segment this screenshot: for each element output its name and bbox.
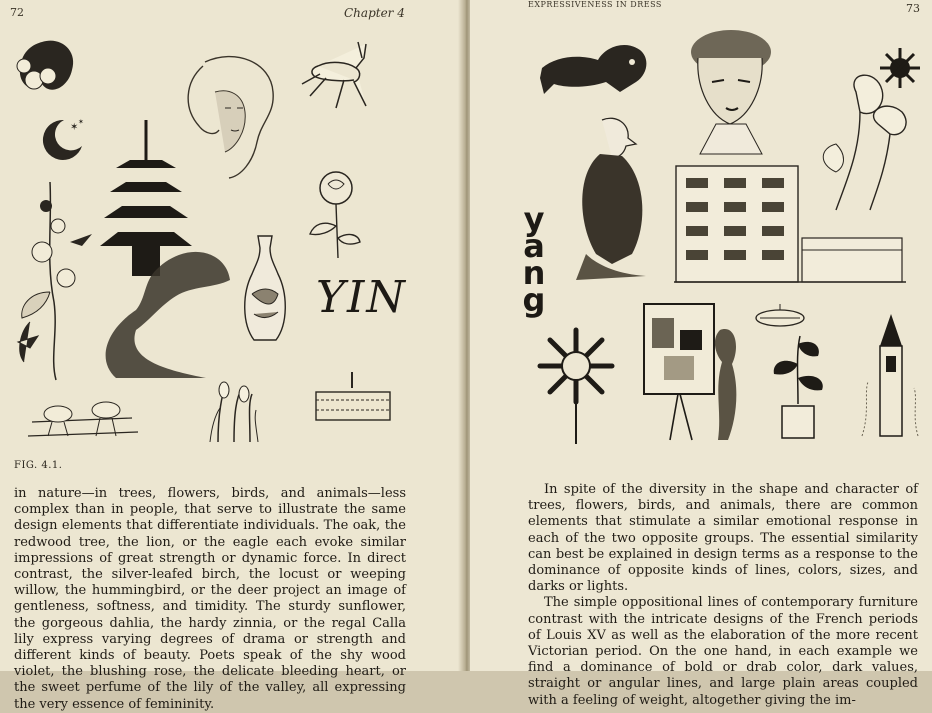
yang-letter: a xyxy=(523,227,545,265)
chapter-title: Chapter 4 xyxy=(344,6,405,20)
eagle-illustration xyxy=(566,114,656,284)
running-head: EXPRESSIVENESS IN DRESS xyxy=(528,0,662,9)
right-paragraph: In spite of the diversity in the shape and character of trees, flowers, birds, and animals, there are common elements that stimulate a similar emotional response in each of the two opposite groups. The essential similarity can best be explained in design terms as a response to the dominance of opposite kinds of lines, colors, sizes, and darks or lights. xyxy=(528,482,918,595)
yang-letter: n xyxy=(522,254,546,292)
lamp-illustration xyxy=(754,304,806,334)
left-paragraph: in nature—in trees, flowers, birds, and animals—less complex than in people, that serve to illustrate the same design elements that differentiate individuals. The oak, the redwood tree, the lion, or the eagle each evoke similar impressions of great strength or dynamic force. In direct contrast, the silver-leafed birch, the locust or weeping willow, the hummingbird, or the deer project an image of gentleness, softness, and timidity. The sturdy sunflower, the gorgeous dahlia, the hardy zinnia, or the regal Calla lily express varying degrees of drama or strength and different kinds of beauty. Poets speak of the shy wood violet, the blushing rose, the delicate bleeding heart, or the sweet perfume of the lily of the valley, all expressing the very essence of femininity. xyxy=(14,486,406,712)
left-page-number: 72 xyxy=(10,6,24,19)
vase-illustration xyxy=(240,234,290,348)
yang-letter: g xyxy=(522,281,546,319)
lion-illustration xyxy=(536,38,656,100)
cake-illustration xyxy=(312,370,394,426)
rose-illustration xyxy=(306,168,362,260)
deer-illustration xyxy=(296,36,378,114)
potted-plant-illustration xyxy=(768,334,830,440)
pagoda-tree-illustration xyxy=(96,120,232,382)
right-paragraph: The simple oppositional lines of contemporary furniture contrast with the intricate designs of the French periods of Louis XV as well as the elaboration of the more recent Victorian period. On the one hand, in each example we find a dominance of bold or drab color, dark values, straight or angular lines, and large plain areas coupled with a feeling of weight, altogether giving the im- xyxy=(528,595,918,708)
right-body-text xyxy=(528,482,918,709)
yang-letter: y xyxy=(523,200,545,238)
left-page xyxy=(0,0,462,712)
svg-text:✶: ✶ xyxy=(70,122,79,133)
yin-word: YIN xyxy=(316,272,407,323)
right-page xyxy=(470,0,932,708)
tower-illustration xyxy=(858,312,924,440)
woman-hat-illustration xyxy=(686,28,776,156)
right-page-number: 73 xyxy=(906,2,920,15)
left-body-text xyxy=(14,486,406,713)
abstract-art-illustration xyxy=(640,300,750,444)
moon-illustration xyxy=(40,114,88,162)
sunflower-illustration xyxy=(534,326,618,446)
hummingbird-flowers-illustration xyxy=(10,182,102,382)
figure-label: FIG. 4.1. xyxy=(14,460,63,471)
lambs-illustration xyxy=(22,392,142,446)
violet-illustration xyxy=(12,36,82,102)
svg-text:✶: ✶ xyxy=(78,118,84,126)
yang-word xyxy=(520,200,548,319)
building-illustration xyxy=(674,158,906,288)
snowdrop-illustration xyxy=(206,374,264,444)
